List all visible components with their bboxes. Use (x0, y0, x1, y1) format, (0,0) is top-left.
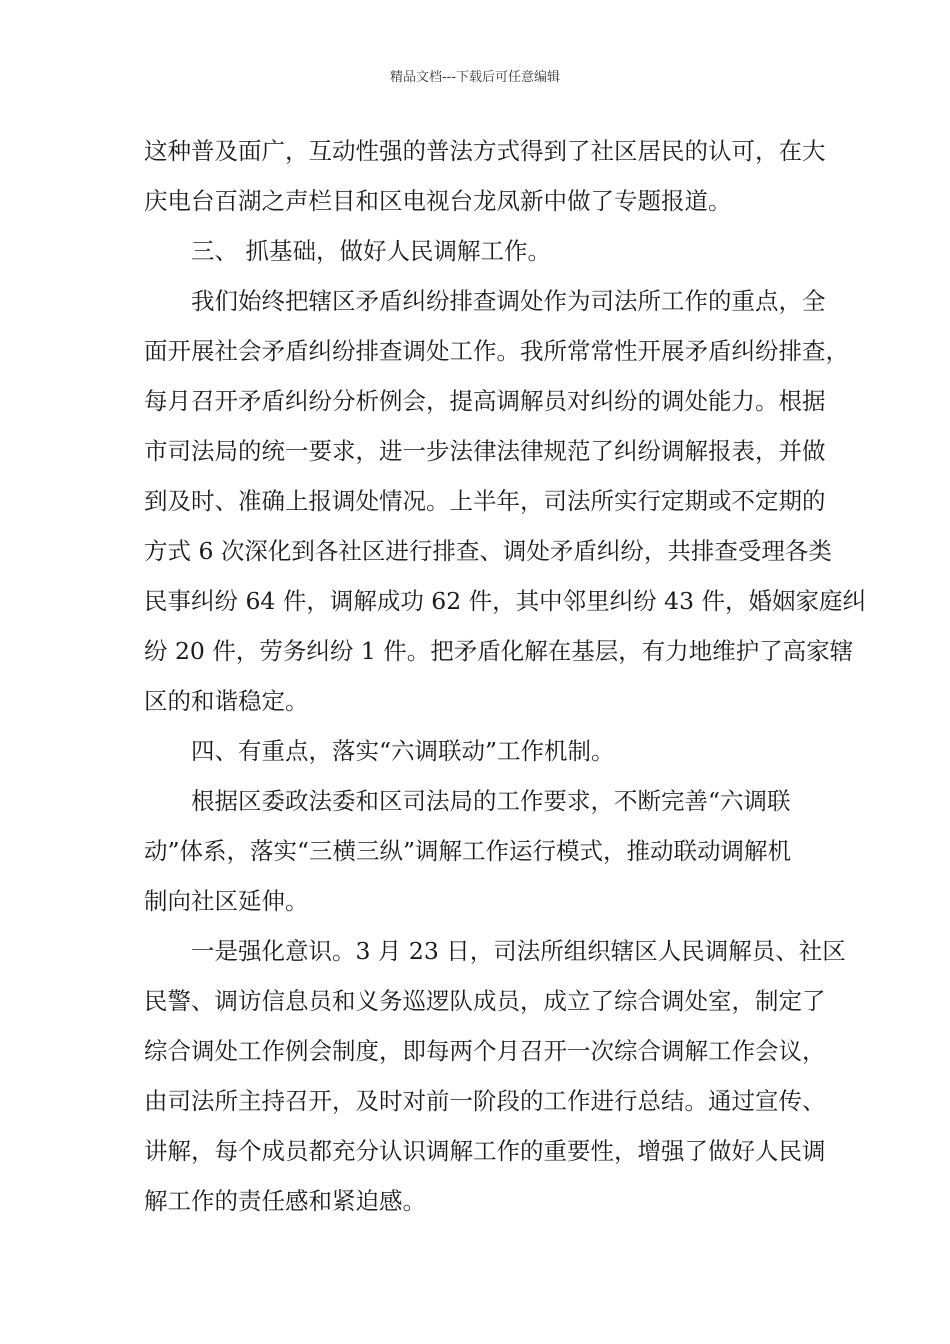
body-line: 到及时、准确上报调处情况。上半年，司法所实行定期或不定期的 (144, 487, 826, 515)
body-line: 动”体系，落实“三横三纵”调解工作运行模式，推动联动调解机 (144, 837, 792, 865)
body-line: 制向社区延伸。 (144, 887, 309, 915)
body-line: 面开展社会矛盾纠纷排查调处工作。我所常常性开展矛盾纠纷排查， (144, 337, 849, 365)
body-line: 纷 20 件，劳务纠纷 1 件。把矛盾化解在基层，有力地维护了高家辖 (144, 637, 854, 665)
body-line: 讲解，每个成员都充分认识调解工作的重要性，增强了做好人民调 (144, 1137, 826, 1165)
body-line: 庆电台百湖之声栏目和区电视台龙凤新中做了专题报道。 (144, 187, 732, 215)
body-line: 方式 6 次深化到各社区进行排查、调处矛盾纠纷，共排查受理各类 (144, 537, 832, 565)
body-line: 解工作的责任感和紧迫感。 (144, 1187, 426, 1215)
body-line: 我们始终把辖区矛盾纠纷排查调处作为司法所工作的重点，全 (191, 287, 826, 315)
body-line: 民事纠纷 64 件，调解成功 62 件，其中邻里纠纷 43 件，婚姻家庭纠 (144, 587, 867, 615)
body-line: 一是强化意识。3 月 23 日，司法所组织辖区人民调解员、社区 (191, 937, 846, 965)
section-heading-4: 四、有重点，落实“六调联动”工作机制。 (191, 737, 615, 765)
body-line: 区的和谐稳定。 (144, 687, 309, 715)
body-line: 市司法局的统一要求，进一步法律法律规范了纠纷调解报表，并做 (144, 437, 826, 465)
body-line: 每月召开矛盾纠纷分析例会，提高调解员对纠纷的调处能力。根据 (144, 387, 826, 415)
body-line: 民警、调访信息员和义务巡逻队成员，成立了综合调处室，制定了 (144, 987, 826, 1015)
body-line: 这种普及面广，互动性强的普法方式得到了社区居民的认可，在大 (144, 137, 826, 165)
body-line: 根据区委政法委和区司法局的工作要求，不断完善“六调联 (191, 787, 791, 815)
body-line: 综合调处工作例会制度，即每两个月召开一次综合调解工作会议， (144, 1037, 826, 1065)
body-line: 由司法所主持召开，及时对前一阶段的工作进行总结。通过宣传、 (144, 1087, 826, 1115)
page-header: 精品文档---下载后可任意编辑 (389, 70, 561, 85)
section-heading-3: 三、 抓基础，做好人民调解工作。 (191, 237, 551, 265)
